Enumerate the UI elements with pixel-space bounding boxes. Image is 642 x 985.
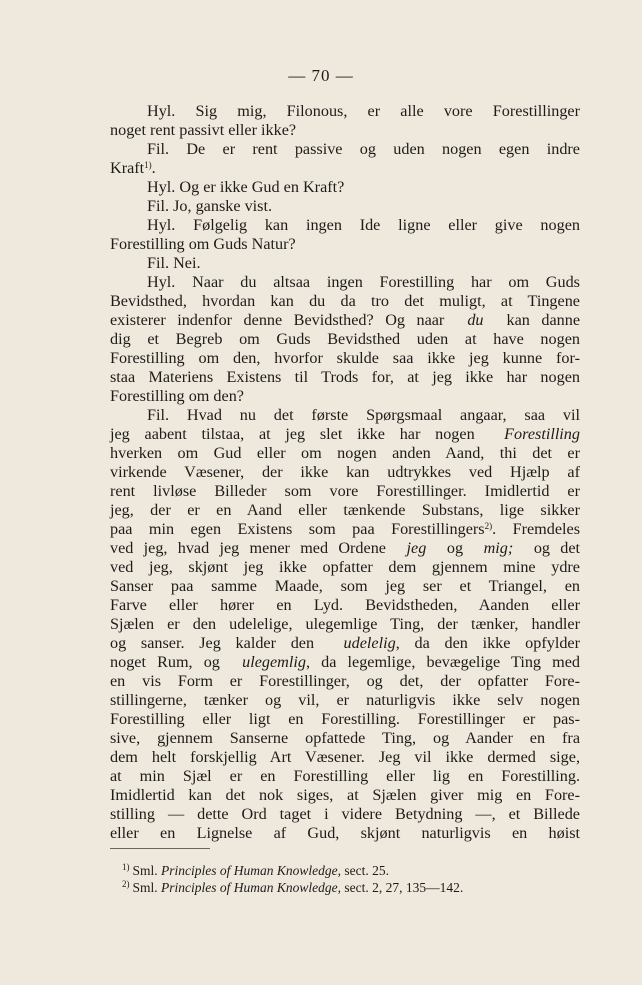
italic-mig: mig;	[483, 539, 514, 557]
footnote-divider	[110, 848, 210, 849]
text-line: og sanser. Jeg kalder den udelelig, da den ikke opfylder	[110, 634, 581, 652]
text-line: sive, gjennem Sanserne opfattede Ting, og Aander en fra	[110, 729, 580, 747]
text-line: Forestilling om Guds Natur?	[110, 235, 296, 253]
text-line: Fil. De er rent passive og uden nogen egen indre	[147, 140, 580, 158]
text-line: jeg, der er en Aand eller tænkende Substans, lige sikker	[110, 501, 580, 519]
text-line: jeg aabent tilstaa, at jeg slet ikke har nogen Forestilling	[110, 425, 580, 443]
text-line: dig et Begreb om Guds Bevidsthed uden at have nogen	[110, 330, 580, 348]
footnote-2: $^{2)}$ Sml. Principles of Human Knowledge, sect. 2, 27, 135—142.	[122, 879, 464, 895]
text-line: Hyl. Følgelig kan ingen Ide ligne eller give nogen	[147, 216, 580, 234]
italic-ulegemlig: ulegemlig	[242, 653, 306, 671]
text-line: hverken om Gud eller om nogen anden Aand, thi det er	[110, 444, 580, 462]
text-line: existerer indenfor denne Bevidsthed? Og naar du kan danne	[110, 311, 580, 329]
footnote-title: Principles of Human Knowledge,	[161, 880, 341, 895]
text-line: Farve eller hører en Lyd. Bevidstheden, Aanden eller	[110, 596, 580, 614]
text-line: en vis Form er Forestillinger, og det, der opfatter Fore-	[110, 672, 580, 690]
dialogue-text	[110, 102, 580, 843]
text-line: stillingerne, tænker og vil, er naturligvis ikke selv nogen	[110, 691, 580, 709]
text-line: rent livløse Billeder som vore Forestillinger. Imidlertid er	[110, 482, 580, 500]
footnote-ref-1[interactable]: 1)	[144, 160, 152, 170]
text-line: Hyl. Naar du altsaa ingen Forestilling har om Guds	[147, 273, 580, 291]
text-line: Kraft$^{1)}$.	[110, 159, 156, 177]
text-line: Sanser paa samme Maade, som jeg ser et Triangel, en	[110, 577, 580, 595]
text-line: Fil. Hvad nu det første Spørgsmaal angaar, saa vil	[147, 406, 580, 424]
page-number: — 70 —	[288, 66, 354, 85]
text-line: Hyl. Og er ikke Gud en Kraft?	[147, 178, 345, 196]
text-line: staa Materiens Existens til Trods for, at jeg ikke har nogen	[110, 368, 580, 386]
text-line: Hyl. Sig mig, Filonous, er alle vore Forestillinger	[147, 102, 580, 120]
text-line: Imidlertid kan det nok siges, at Sjælen giver mig en Fore-	[110, 786, 580, 804]
text-line: Forestilling om den, hvorfor skulde saa ikke jeg kunne for-	[110, 349, 580, 367]
text-line: Fil. Nei.	[147, 254, 201, 272]
footnotes	[122, 862, 463, 896]
text-line: paa min egen Existens som paa Forestillingers$^{2)}$. Fremdeles	[110, 520, 580, 538]
text-line: Bevidsthed, hvordan kan du da tro det muligt, at Tingene	[110, 292, 580, 310]
footnote-1: $^{1)}$ Sml. Principles of Human Knowledge, sect. 25.	[122, 862, 389, 878]
text-line: Forestilling eller ligt en Forestilling. Forestillinger er pas-	[110, 710, 580, 728]
text-line: stilling — dette Ord taget i videre Betydning —, et Billede	[110, 805, 580, 823]
text-line: noget rent passivt eller ikke?	[110, 121, 297, 139]
text-line: Forestilling om den?	[110, 387, 244, 405]
text-line: at min Sjæl er en Forestilling eller lig en Forestilling.	[110, 767, 580, 785]
text-line: noget Rum, og ulegemlig, da legemlige, bevægelige Ting med	[110, 653, 581, 671]
italic-jeg: jeg	[406, 539, 427, 557]
footnote-title: Principles of Human Knowledge,	[161, 863, 341, 878]
text-line: ved jeg, skjønt jeg ikke opfatter dem gjennem mine ydre	[110, 558, 580, 576]
text-line: ved jeg, hvad jeg mener med Ordene jeg og mig; og det	[110, 539, 581, 557]
italic-du: du	[467, 311, 484, 329]
text-line: Fil. Jo, ganske vist.	[147, 197, 273, 215]
text-line: dem helt forskjellig Art Væsener. Jeg vil ikke dermed sige,	[110, 748, 580, 766]
italic-udelelig: udelelig	[343, 634, 396, 652]
text-line: eller en Lignelse af Gud, skjønt naturligvis en høist	[110, 824, 580, 842]
footnote-ref-2[interactable]: 2)	[484, 521, 493, 531]
text-line: virkende Væsener, der ikke kan udtrykkes ved Hjælp af	[110, 463, 580, 481]
text-line: Sjælen er den udelelige, ulegemlige Ting, der tænker, handler	[110, 615, 580, 633]
italic-forestilling: Forestilling	[504, 425, 580, 443]
